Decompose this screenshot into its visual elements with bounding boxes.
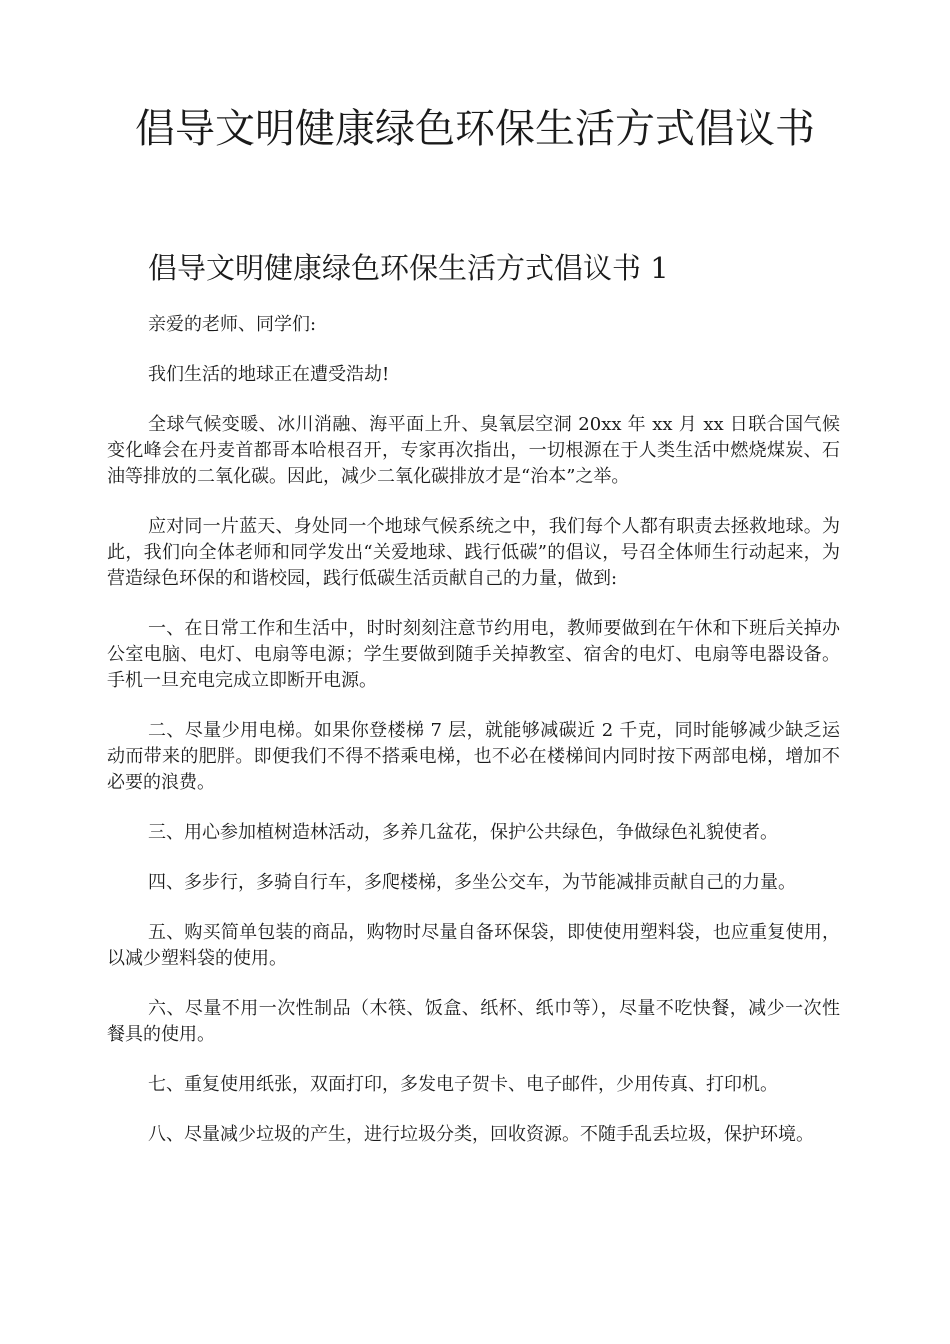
paragraph-item-6: 六、尽量不用一次性制品（木筷、饭盒、纸杯、纸巾等），尽量不吃快餐，减少一次性餐具的使用。	[107, 998, 840, 1045]
paragraph-item-4: 四、多步行，多骑自行车，多爬楼梯，多坐公交车，为节能减排贡献自己的力量。	[148, 872, 796, 893]
document-title: 倡导文明健康绿色环保生活方式倡议书	[135, 106, 815, 152]
paragraph-item-5: 五、购买简单包装的商品，购物时尽量自备环保袋，即使使用塑料袋，也应重复使用，以减少塑料袋的使用。	[107, 922, 840, 969]
paragraph-intro: 我们生活的地球正在遭受浩劫!	[148, 364, 390, 385]
paragraph-item-7: 七、重复使用纸张，双面打印，多发电子贺卡、电子邮件，少用传真、打印机。	[148, 1074, 778, 1095]
section-heading: 倡导文明健康绿色环保生活方式倡议书 1	[148, 251, 669, 285]
paragraph-item-2: 二、尽量少用电梯。如果你登楼梯 7 层，就能够减碳近 2 千克，同时能够减少缺乏运动而带来的肥胖。即便我们不得不搭乘电梯，也不必在楼梯间内同时按下两部电梯，增加不必要的浪费。	[107, 720, 840, 793]
paragraph-item-3: 三、用心参加植树造林活动，多养几盆花，保护公共绿色，争做绿色礼貌使者。	[148, 822, 778, 843]
document-body	[107, 312, 840, 1172]
paragraph-item-1: 一、在日常工作和生活中，时时刻刻注意节约用电，教师要做到在午休和下班后关掉办公室电脑、电灯、电扇等电源；学生要做到随手关掉教室、宿舍的电灯、电扇等电器设备。手机一旦充电完成立即断开电源。	[107, 618, 840, 691]
paragraph-item-8: 八、尽量减少垃圾的产生，进行垃圾分类，回收资源。不随手乱丢垃圾，保护环境。	[148, 1124, 814, 1145]
paragraph-call-to-action: 应对同一片蓝天、身处同一个地球气候系统之中，我们每个人都有职责去拯救地球。为此，我们向全体老师和同学发出“关爱地球、践行低碳”的倡议，号召全体师生行动起来，为营造绿色环保的和谐校园，践行低碳生活贡献自己的力量，做到:	[107, 516, 840, 589]
paragraph-climate: 全球气候变暖、冰川消融、海平面上升、臭氧层空洞 20xx 年 xx 月 xx 日联合国气候变化峰会在丹麦首都哥本哈根召开，专家再次指出，一切根源在于人类生活中燃烧煤炭、石油等排放的二氧化碳。因此，减少二氧化碳排放才是“治本”之举。	[107, 414, 840, 487]
paragraph-greeting: 亲爱的老师、同学们:	[148, 314, 317, 335]
